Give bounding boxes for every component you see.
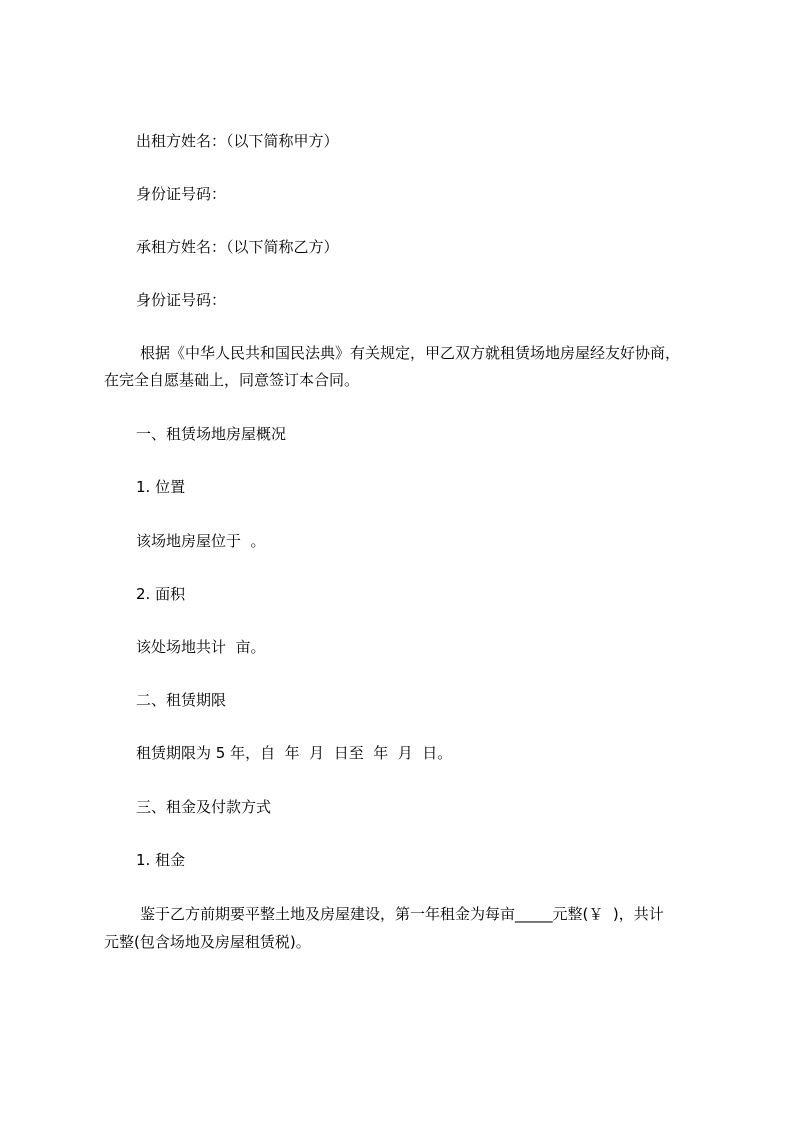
section-3-item-1-line-2: 元整(包含场地及房屋租赁税)。: [104, 933, 311, 951]
lessor-id-line: 身份证号码：: [136, 185, 227, 203]
section-3-item-1-line-1: 鉴于乙方前期要平整土地及房屋建设，第一年租金为每亩_____元整(￥ )，共计: [140, 905, 664, 923]
intro-paragraph-line-2: 在完全自愿基础上，同意签订本合同。: [104, 371, 360, 389]
section-2-heading: 二、租赁期限: [136, 691, 227, 709]
lessor-name-line: 出租方姓名：（以下简称甲方）: [136, 132, 339, 150]
section-1-item-2-text: 该处场地共计 亩。: [136, 638, 266, 656]
section-2-text: 租赁期限为 5 年，自 年 月 日至 年 月 日。: [136, 744, 453, 762]
section-3-item-1-heading: 1. 租金: [136, 851, 186, 869]
section-1-item-1-text: 该场地房屋位于 。: [136, 532, 266, 550]
section-3-heading: 三、租金及付款方式: [136, 798, 272, 816]
section-1-item-2-heading: 2. 面积: [136, 585, 186, 603]
section-1-item-1-heading: 1. 位置: [136, 478, 186, 496]
lessee-name-line: 承租方姓名：（以下简称乙方）: [136, 238, 339, 256]
lessee-id-line: 身份证号码：: [136, 291, 227, 309]
section-1-heading: 一、租赁场地房屋概况: [136, 425, 287, 443]
intro-paragraph-line-1: 根据《中华人民共和国民法典》有关规定，甲乙双方就租赁场地房屋经友好协商，: [140, 344, 681, 362]
